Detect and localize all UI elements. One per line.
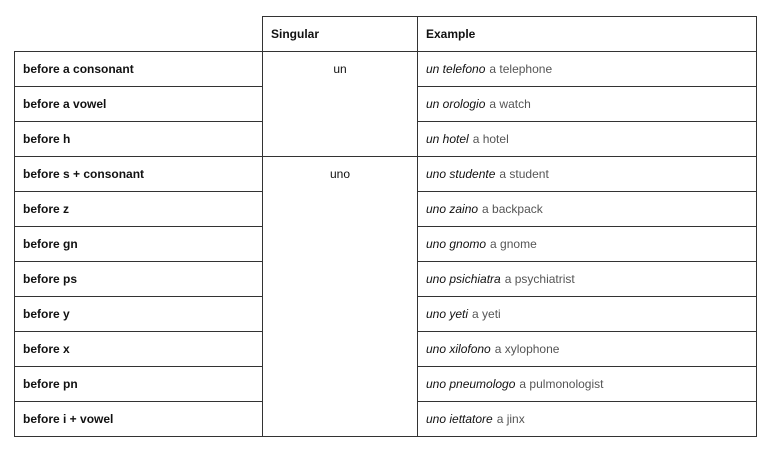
english-translation: a yeti <box>472 307 501 321</box>
italian-example: uno gnomo <box>426 237 487 251</box>
header-singular: Singular <box>263 17 418 52</box>
rule-cell: before x <box>15 332 263 367</box>
english-translation: a psychiatrist <box>504 272 575 286</box>
example-cell <box>418 262 757 297</box>
example-cell <box>418 192 757 227</box>
example-cell <box>418 227 757 262</box>
italian-example: uno psichiatra <box>426 272 501 286</box>
italian-example: uno zaino <box>426 202 479 216</box>
english-translation: a backpack <box>482 202 543 216</box>
english-translation: a watch <box>489 97 531 111</box>
rule-cell: before z <box>15 192 263 227</box>
english-translation: a xylophone <box>494 342 560 356</box>
article-table-container <box>14 16 757 437</box>
italian-example: uno yeti <box>426 307 469 321</box>
rule-cell: before y <box>15 297 263 332</box>
english-translation: a jinx <box>496 412 525 426</box>
example-cell <box>418 122 757 157</box>
english-translation: a telephone <box>489 62 553 76</box>
example-cell <box>418 157 757 192</box>
header-example: Example <box>418 17 757 52</box>
italian-example: un orologio <box>426 97 486 111</box>
italian-example: uno pneumologo <box>426 377 516 391</box>
header-rule <box>15 17 263 52</box>
italian-example: un telefono <box>426 62 486 76</box>
singular-article-cell: un <box>263 52 418 157</box>
italian-example: uno xilofono <box>426 342 491 356</box>
rule-cell: before a consonant <box>15 52 263 87</box>
example-cell <box>418 52 757 87</box>
example-cell <box>418 367 757 402</box>
table-row <box>15 157 757 192</box>
example-cell <box>418 332 757 367</box>
example-cell <box>418 297 757 332</box>
italian-example: uno iettatore <box>426 412 493 426</box>
singular-article-cell: uno <box>263 157 418 437</box>
rule-cell: before h <box>15 122 263 157</box>
example-cell <box>418 87 757 122</box>
table-header-row <box>15 17 757 52</box>
example-cell <box>418 402 757 437</box>
rule-cell: before ps <box>15 262 263 297</box>
english-translation: a gnome <box>490 237 537 251</box>
rule-cell: before pn <box>15 367 263 402</box>
rule-cell: before i + vowel <box>15 402 263 437</box>
rule-cell: before gn <box>15 227 263 262</box>
rule-cell: before s + consonant <box>15 157 263 192</box>
english-translation: a pulmonologist <box>519 377 604 391</box>
rule-cell: before a vowel <box>15 87 263 122</box>
italian-example: un hotel <box>426 132 469 146</box>
italian-example: uno studente <box>426 167 496 181</box>
english-translation: a hotel <box>472 132 509 146</box>
table-row <box>15 52 757 87</box>
english-translation: a student <box>499 167 549 181</box>
indefinite-article-table <box>14 16 757 437</box>
